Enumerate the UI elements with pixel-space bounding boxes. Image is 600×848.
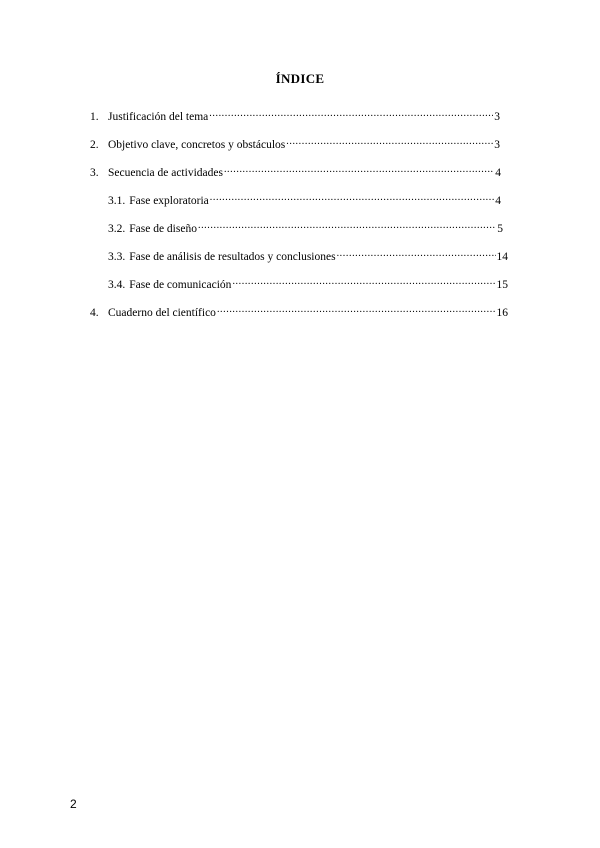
toc-entry-number: 2. xyxy=(90,139,99,151)
toc-entry-page: 15 xyxy=(496,279,508,291)
toc-entry-justificacion[interactable] xyxy=(90,108,500,125)
toc-entry-cuaderno[interactable] xyxy=(90,304,508,321)
toc-entry-number: 4. xyxy=(90,307,99,319)
toc-entry-text: Fase exploratoria xyxy=(129,195,209,207)
toc-entry-page: 3 xyxy=(494,139,500,151)
toc-entry-number: 3.2. xyxy=(108,223,126,235)
toc-entry-text: Fase de comunicación xyxy=(129,279,232,291)
toc-entry-text: Fase de diseño xyxy=(129,223,197,235)
toc-entry-number: 3. xyxy=(90,167,99,179)
toc-dot-leader xyxy=(232,276,495,288)
toc-dot-leader xyxy=(198,220,496,232)
toc-entry-page: 4 xyxy=(495,195,501,207)
toc-entry-text: Secuencia de actividades xyxy=(108,167,223,179)
toc-entry-page: 3 xyxy=(494,111,500,123)
toc-entry-page: 5 xyxy=(497,223,503,235)
toc-entry-fase-diseno[interactable] xyxy=(108,220,503,237)
toc-entry-text: Fase de análisis de resultados y conclusiones xyxy=(129,251,336,263)
page-title: ÍNDICE xyxy=(275,71,325,86)
toc-entry-page: 4 xyxy=(495,167,501,179)
toc-entry-objetivo[interactable] xyxy=(90,136,500,153)
toc-entry-text: Justificación del tema xyxy=(108,111,209,123)
toc-entry-page: 16 xyxy=(496,307,508,319)
toc-dot-leader xyxy=(224,164,494,176)
toc-entry-number: 3.1. xyxy=(108,195,126,207)
toc-entry-text: Objetivo clave, concretos y obstáculos xyxy=(108,139,286,151)
toc-dot-leader xyxy=(210,192,494,204)
toc-entry-fase-comunicacion[interactable] xyxy=(108,276,508,293)
toc-entry-text: Cuaderno del científico xyxy=(108,307,216,319)
toc-entry-number: 3.3. xyxy=(108,251,126,263)
toc-entry-fase-exploratoria[interactable] xyxy=(108,192,501,209)
toc-dot-leader xyxy=(209,108,493,120)
page-number: 2 xyxy=(70,797,77,811)
toc-entry-fase-analisis[interactable] xyxy=(108,248,508,265)
toc-dot-leader xyxy=(337,248,496,260)
toc-dot-leader xyxy=(217,304,496,316)
toc-dot-leader xyxy=(286,136,493,148)
toc-entry-page: 14 xyxy=(496,251,508,263)
toc-entry-number: 1. xyxy=(90,111,99,123)
toc-entry-secuencia[interactable] xyxy=(90,164,501,181)
toc-entry-number: 3.4. xyxy=(108,279,126,291)
